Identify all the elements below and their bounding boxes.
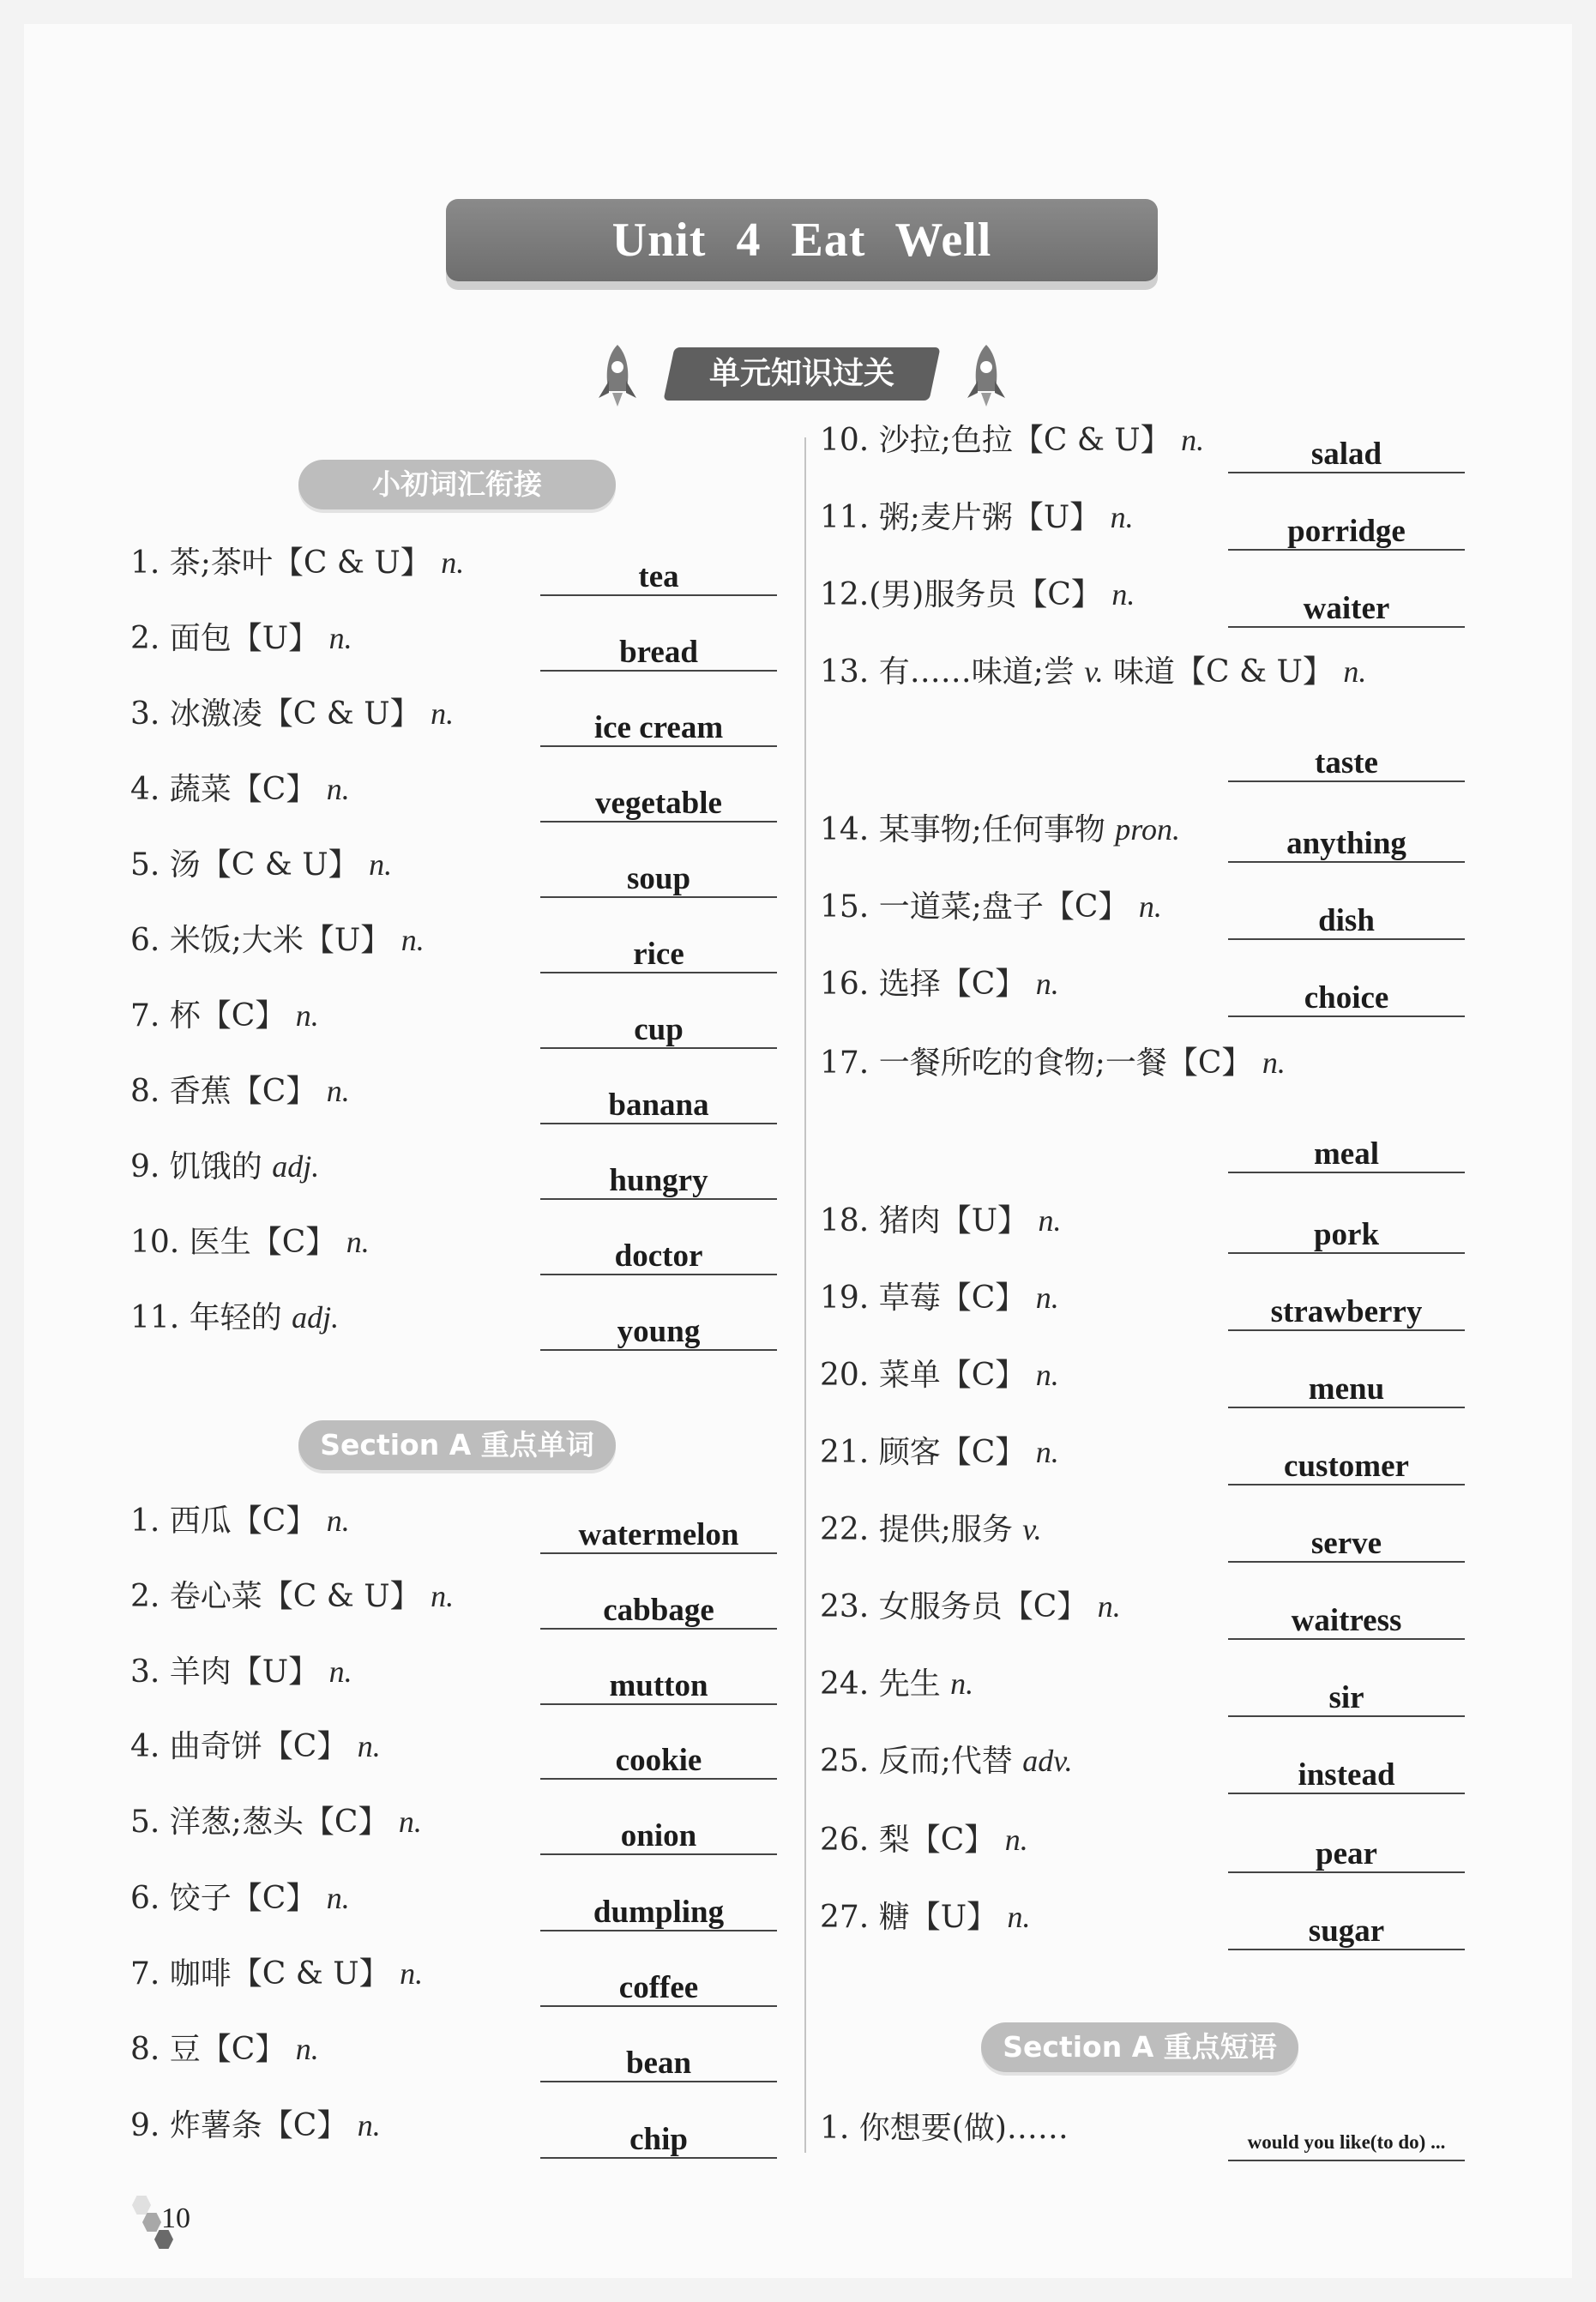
vocab-row (130, 1131, 780, 1200)
page-number: 10 (161, 2203, 190, 2234)
rocket-icon-left (592, 341, 643, 410)
vocab-row (130, 1787, 780, 1855)
vocab-row (820, 2093, 1468, 2161)
vocab-answer: young (540, 1308, 777, 1351)
vocab-question: 20. 菜单【C】 n. (820, 1358, 1059, 1393)
vocab-answer: sir (1228, 1674, 1465, 1717)
vocab-answer: sugar (1228, 1907, 1465, 1950)
vocab-row (820, 1726, 1468, 1794)
vocab-question: 22. 提供;服务 v. (820, 1512, 1042, 1547)
vocab-answer: choice (1228, 974, 1465, 1017)
vocab-question: 3. 冰激凌【C & U】 n. (130, 696, 455, 732)
vocab-answer: meal (1228, 1130, 1465, 1173)
vocab-question: 24. 先生 n. (820, 1666, 974, 1702)
vocab-answer: porridge (1228, 508, 1465, 551)
heading-vocab-bridge: 小初词汇衔接 (298, 460, 616, 509)
vocab-question: 7. 咖啡【C & U】 n. (130, 1956, 424, 1992)
vocab-row (130, 905, 780, 973)
vocab-question: 2. 卷心菜【C & U】 n. (130, 1579, 455, 1614)
vocab-question: 4. 蔬菜【C】 n. (130, 772, 350, 807)
vocab-answer: ice cream (540, 704, 777, 747)
vocab-question: 26. 梨【C】 n. (820, 1823, 1028, 1858)
vocab-question: 8. 香蕉【C】 n. (130, 1074, 350, 1109)
vocab-answer: pork (1228, 1211, 1465, 1254)
vocab-question: 7. 杯【C】 n. (130, 998, 319, 1033)
vocab-answer: chip (540, 2116, 777, 2159)
vocab-answer: banana (540, 1082, 777, 1124)
vocab-answer: mutton (540, 1662, 777, 1705)
vocab-row (820, 654, 1468, 782)
vocab-row (130, 1207, 780, 1275)
vocab-row (130, 754, 780, 823)
heading-section-a-words: Section A 重点单词 (298, 1420, 616, 1470)
vocab-answer: soup (540, 855, 777, 898)
vocab-question: 9. 饥饿的 adj. (130, 1149, 320, 1184)
vocab-question: 6. 米饭;大米【U】 n. (130, 923, 425, 958)
vocab-row (130, 1282, 780, 1351)
vocab-row (130, 527, 780, 596)
vocab-row (130, 1056, 780, 1124)
vocab-row (130, 1485, 780, 1554)
vocab-answer: dumpling (540, 1889, 777, 1931)
heading-section-a-phrases: Section A 重点短语 (981, 2022, 1298, 2072)
vocab-answer: bread (540, 629, 777, 672)
vocab-row (820, 1417, 1468, 1485)
vocab-question: 8. 豆【C】 n. (130, 2032, 319, 2067)
vocab-answer: strawberry (1228, 1288, 1465, 1331)
vocab-answer: pear (1228, 1830, 1465, 1873)
vocab-answer: hungry (540, 1157, 777, 1200)
vocab-answer: tea (540, 553, 777, 596)
vocab-row (130, 1636, 780, 1705)
vocab-question: 4. 曲奇饼【C】 n. (130, 1729, 381, 1764)
vocab-question: 16. 选择【C】 n. (820, 967, 1059, 1002)
vocab-answer: waitress (1228, 1597, 1465, 1640)
vocab-answer: watermelon (540, 1511, 777, 1554)
vocab-answer: doctor (540, 1232, 777, 1275)
vocab-answer: cup (540, 1006, 777, 1049)
vocab-answer: waiter (1228, 585, 1465, 628)
vocab-answer: rice (540, 931, 777, 973)
vocab-answer: salad (1228, 431, 1465, 473)
vocab-answer: serve (1228, 1520, 1465, 1563)
vocab-row (130, 678, 780, 747)
vocab-row (820, 1046, 1468, 1173)
vocab-question: 21. 顾客【C】 n. (820, 1435, 1059, 1470)
vocab-answer: instead (1228, 1751, 1465, 1794)
vocab-answer: taste (1228, 739, 1465, 782)
vocab-row (130, 829, 780, 898)
vocab-answer: onion (540, 1812, 777, 1855)
column-divider (804, 437, 806, 2153)
vocab-row (820, 794, 1468, 863)
vocab-row (130, 1561, 780, 1630)
vocab-answer: would you like(to do) ... (1228, 2118, 1465, 2161)
vocab-question: 1. 茶;茶叶【C & U】 n. (130, 545, 465, 581)
vocab-answer: vegetable (540, 780, 777, 823)
vocab-row (820, 1494, 1468, 1563)
vocab-question: 11. 年轻的 adj. (130, 1300, 340, 1335)
vocab-row (820, 1185, 1468, 1254)
vocab-question: 27. 糖【U】 n. (820, 1900, 1031, 1935)
vocab-question: 1. 你想要(做)…… (820, 2111, 1069, 2146)
vocab-question: 12.(男)服务员【C】 n. (820, 577, 1135, 612)
vocab-question: 2. 面包【U】 n. (130, 621, 352, 656)
vocab-question: 15. 一道菜;盘子【C】 n. (820, 889, 1162, 925)
vocab-question: 10. 沙拉;色拉【C & U】 n. (820, 423, 1205, 458)
vocab-question: 10. 医生【C】 n. (130, 1225, 370, 1260)
section-banner: 单元知识过关 (663, 347, 940, 401)
vocab-row (820, 1648, 1468, 1717)
vocab-question: 19. 草莓【C】 n. (820, 1281, 1059, 1316)
vocab-question: 14. 某事物;任何事物 pron. (820, 812, 1180, 847)
vocab-question: 1. 西瓜【C】 n. (130, 1504, 350, 1539)
vocab-answer: menu (1228, 1365, 1465, 1408)
vocab-row (820, 482, 1468, 551)
vocab-row (820, 1262, 1468, 1331)
unit-title: Unit 4 Eat Well (446, 199, 1158, 281)
vocab-row (820, 1882, 1468, 1950)
vocab-question: 6. 饺子【C】 n. (130, 1881, 350, 1916)
vocab-answer: anything (1228, 820, 1465, 863)
vocab-answer: customer (1228, 1443, 1465, 1485)
vocab-row (130, 2090, 780, 2159)
vocab-row (130, 1711, 780, 1780)
vocab-row (820, 1340, 1468, 1408)
vocab-question: 5. 汤【C & U】 n. (130, 847, 393, 883)
vocab-row (820, 949, 1468, 1017)
vocab-answer: bean (540, 2040, 777, 2082)
vocab-question: 18. 猪肉【U】 n. (820, 1203, 1062, 1238)
vocab-row (130, 1863, 780, 1931)
vocab-question: 9. 炸薯条【C】 n. (130, 2108, 381, 2143)
vocab-row (820, 559, 1468, 628)
vocab-question: 17. 一餐所吃的食物;一餐【C】 n. (820, 1046, 1286, 1081)
rocket-icon-right (961, 341, 1012, 410)
vocab-question: 13. 有……味道;尝 v. 味道【C & U】 n. (820, 654, 1367, 690)
vocab-row (130, 1938, 780, 2007)
vocab-question: 5. 洋葱;葱头【C】 n. (130, 1805, 422, 1840)
vocab-question: 23. 女服务员【C】 n. (820, 1589, 1121, 1624)
vocab-row (130, 2014, 780, 2082)
vocab-answer: cabbage (540, 1587, 777, 1630)
vocab-answer: dish (1228, 897, 1465, 940)
vocab-row (130, 603, 780, 672)
vocab-row (820, 1571, 1468, 1640)
vocab-row (820, 405, 1468, 473)
vocab-row (820, 1805, 1468, 1873)
vocab-row (130, 980, 780, 1049)
vocab-question: 11. 粥;麦片粥【U】 n. (820, 500, 1134, 535)
vocab-question: 3. 羊肉【U】 n. (130, 1654, 352, 1690)
vocab-answer: coffee (540, 1964, 777, 2007)
vocab-question: 25. 反而;代替 adv. (820, 1744, 1073, 1779)
vocab-answer: cookie (540, 1737, 777, 1780)
vocab-row (820, 871, 1468, 940)
